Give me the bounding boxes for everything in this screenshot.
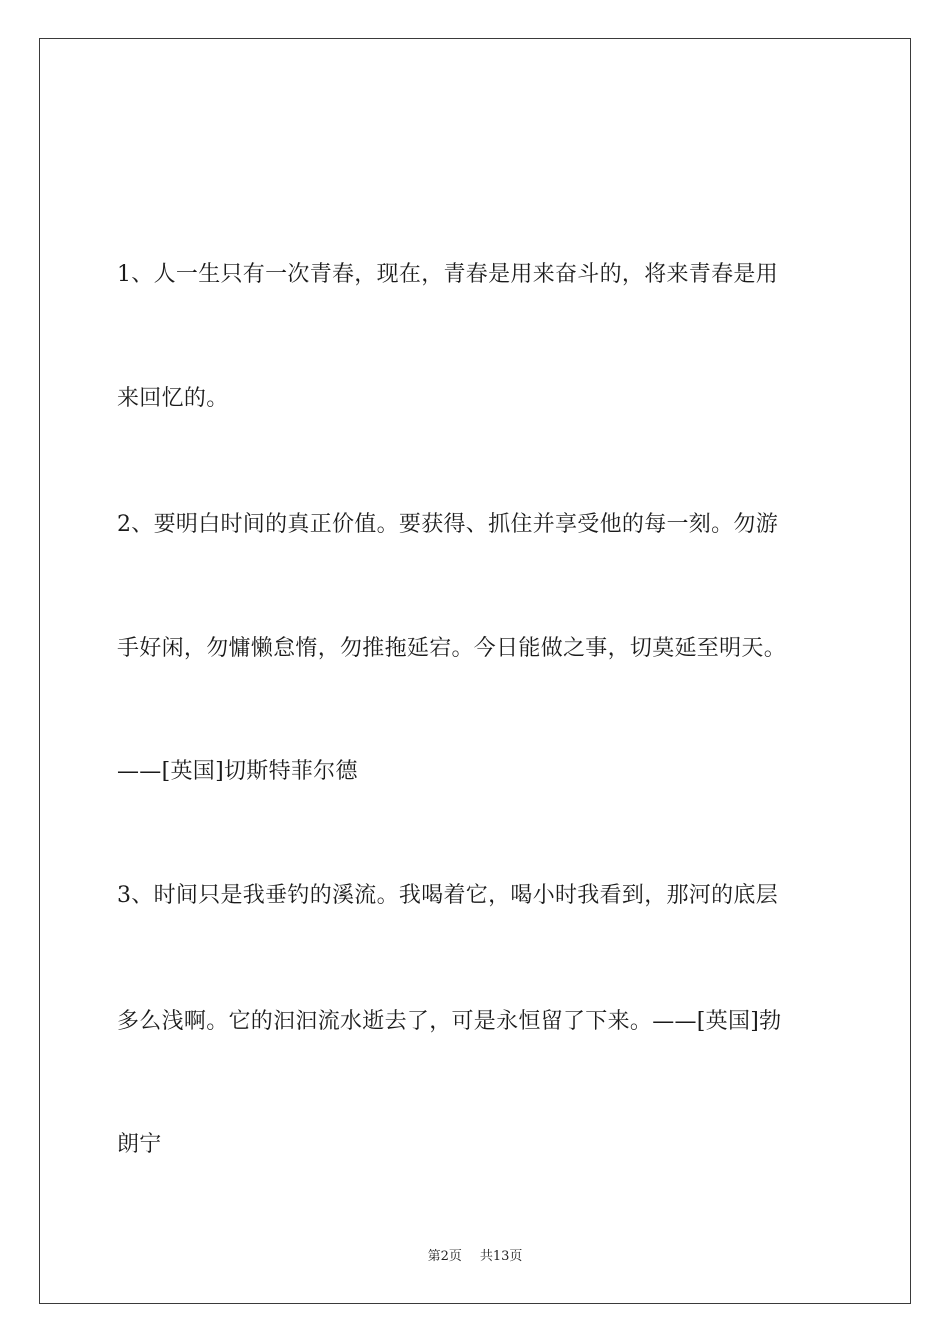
body-text-line: 2、要明白时间的真正价值。要获得、抓住并享受他的每一刻。勿游	[117, 512, 778, 537]
body-text-line: 朗宁	[117, 1132, 162, 1157]
body-text-line: 来回忆的。	[117, 386, 229, 411]
body-text-line: 3、时间只是我垂钓的溪流。我喝着它，喝小时我看到，那河的底层	[117, 883, 778, 908]
body-text-line: 多么浅啊。它的汩汩流水逝去了，可是永恒留了下来。——[英国]勃	[117, 1009, 782, 1034]
body-text-line: 1、人一生只有一次青春，现在，青春是用来奋斗的，将来青春是用	[117, 262, 778, 287]
total-pages: 共13页	[479, 1249, 523, 1264]
page-number: 第2页	[427, 1249, 462, 1264]
page-footer	[0, 1248, 950, 1266]
body-text-line: 手好闲，勿慵懒怠惰，勿推拖延宕。今日能做之事，切莫延至明天。	[117, 636, 787, 661]
body-text-line: ——[英国]切斯特菲尔德	[117, 759, 358, 784]
page-border	[39, 38, 911, 1304]
